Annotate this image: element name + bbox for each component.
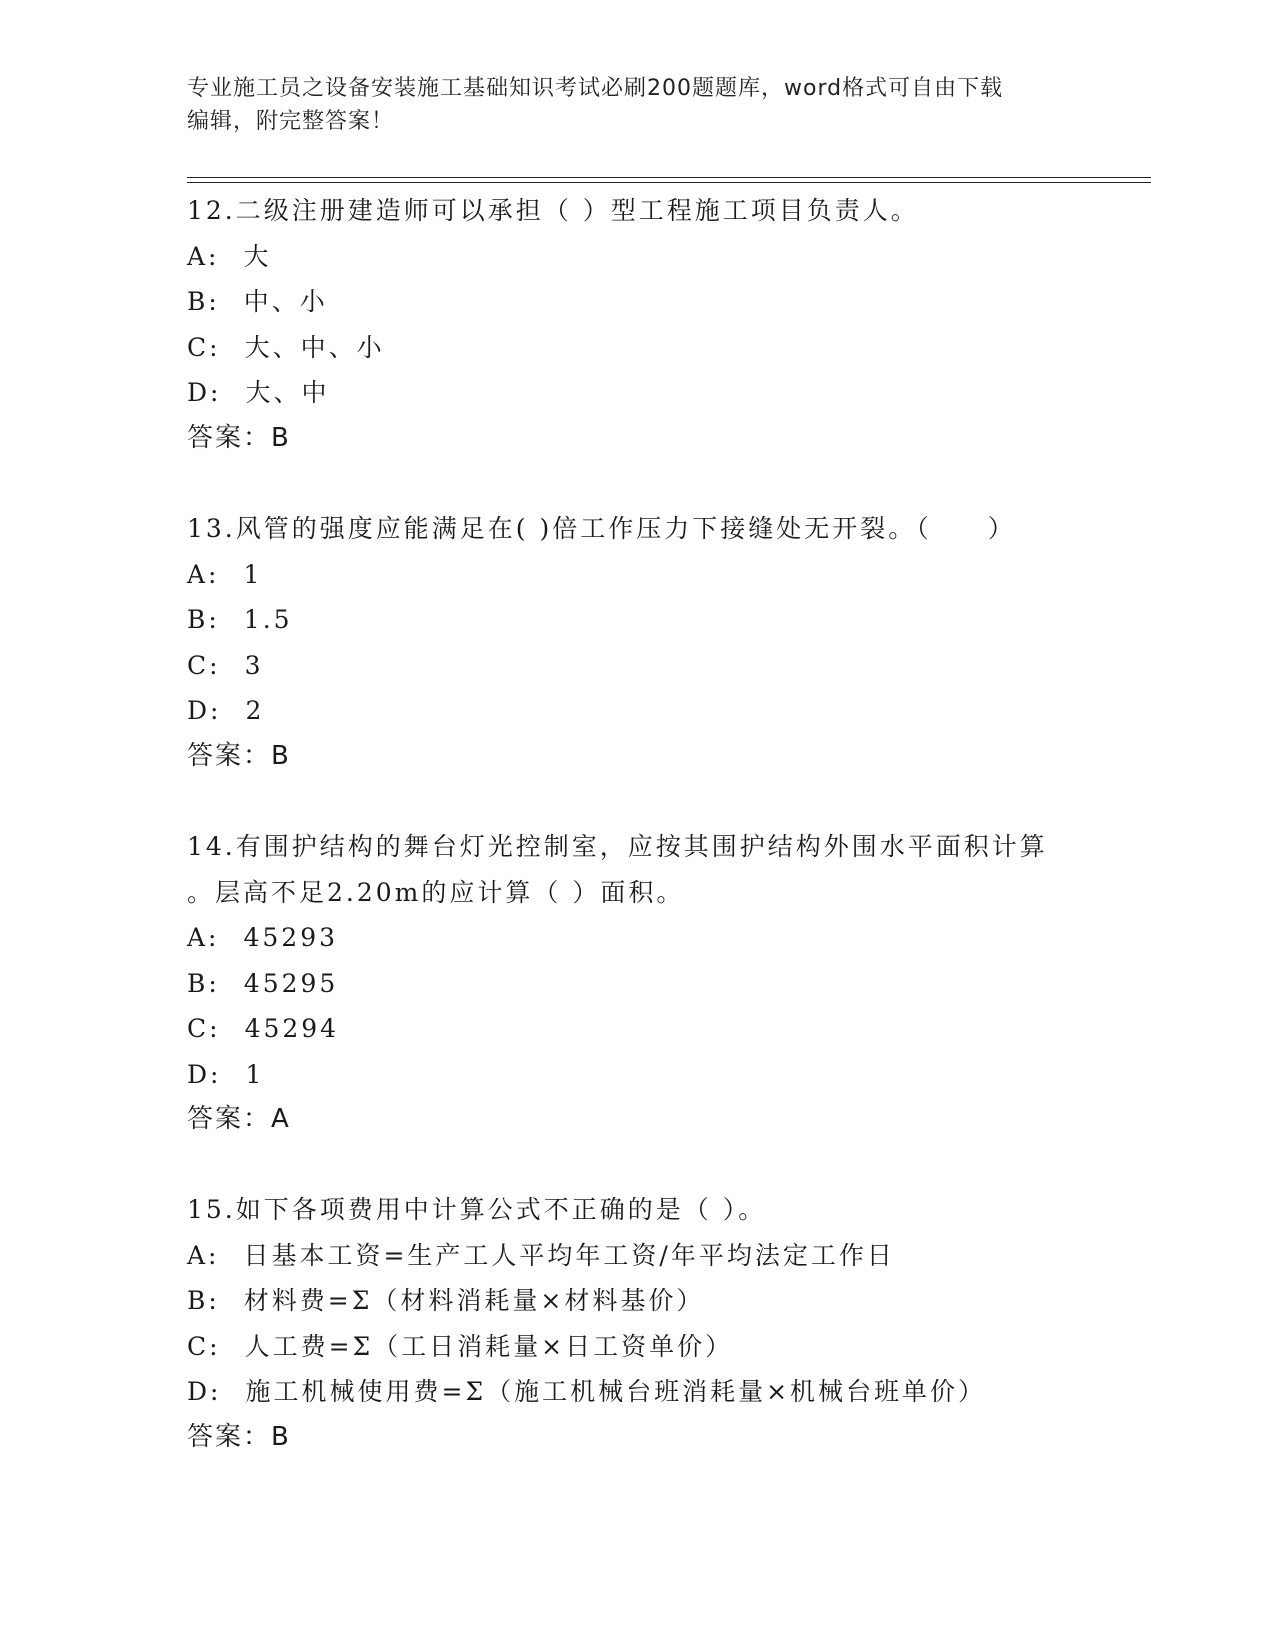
option-text: 大 <box>243 241 272 271</box>
header-divider-top <box>187 177 1151 178</box>
option-d <box>187 1052 1147 1098</box>
option-b <box>187 1278 1147 1324</box>
option-letter: A: <box>187 1240 220 1270</box>
question-12 <box>187 188 1147 461</box>
option-letter: D: <box>187 1059 222 1089</box>
answer-line: 答案：A <box>187 1104 291 1134</box>
option-letter: D: <box>187 1377 222 1406</box>
option-a <box>187 234 1147 280</box>
option-letter: A: <box>187 559 220 589</box>
option-text: 3 <box>244 650 264 680</box>
document-header <box>187 72 1087 138</box>
option-letter: D: <box>187 696 222 725</box>
option-letter: C: <box>187 1331 221 1361</box>
option-letter: C: <box>187 650 221 680</box>
option-b <box>187 961 1147 1007</box>
option-text: 大、中、小 <box>244 332 385 362</box>
option-d <box>187 1369 1147 1415</box>
header-title-line-2: 编辑，附完整答案！ <box>187 109 395 134</box>
answer-line: 答案：B <box>187 740 291 771</box>
option-letter: B: <box>187 968 220 998</box>
header-title-line-1: 专业施工员之设备安装施工基础知识考试必刷200题题库，word格式可自由下载 <box>187 76 1004 101</box>
option-letter: B: <box>187 605 220 634</box>
option-text: 日基本工资=生产工人平均年工资/年平均法定工作日 <box>243 1240 895 1270</box>
question-stem: 12.二级注册建造师可以承担（ ）型工程施工项目负责人。 <box>187 196 919 225</box>
option-text: 中、小 <box>243 287 328 316</box>
option-text: 45294 <box>244 1014 340 1043</box>
option-a <box>187 1233 1147 1279</box>
option-text: 1 <box>243 559 263 589</box>
answer-line: 答案：B <box>187 1421 291 1452</box>
question-13 <box>187 506 1147 779</box>
option-a <box>187 915 1147 961</box>
option-text: 施工机械使用费=Σ（施工机械台班消耗量×机械台班单价） <box>245 1377 987 1406</box>
option-letter: C: <box>187 332 221 362</box>
option-c <box>187 1006 1147 1052</box>
option-text: 45293 <box>243 923 339 952</box>
option-b <box>187 279 1147 325</box>
option-letter: B: <box>187 1286 220 1315</box>
option-c <box>187 325 1147 371</box>
option-letter: A: <box>187 241 220 271</box>
option-text: 1.5 <box>243 605 293 634</box>
option-a <box>187 552 1147 598</box>
option-d <box>187 688 1147 734</box>
option-b <box>187 597 1147 643</box>
answer-line: 答案：B <box>187 422 291 453</box>
header-divider-bottom <box>187 182 1151 183</box>
question-stem: 13.风管的强度应能满足在( )倍工作压力下接缝处无开裂。（ ） <box>187 514 1016 543</box>
option-c <box>187 1324 1147 1370</box>
option-letter: D: <box>187 378 222 407</box>
option-c <box>187 643 1147 689</box>
option-d <box>187 370 1147 416</box>
option-letter: B: <box>187 287 220 316</box>
option-text: 45295 <box>243 968 339 998</box>
option-letter: A: <box>187 923 220 952</box>
option-text: 1 <box>245 1059 265 1089</box>
option-text: 材料费=Σ（材料消耗量×材料基价） <box>243 1286 705 1315</box>
question-stem: 15.如下各项费用中计算公式不正确的是（ ）。 <box>187 1195 767 1224</box>
question-14 <box>187 824 1147 1143</box>
question-stem-line-1: 14.有围护结构的舞台灯光控制室，应按其围护结构外围水平面积计算 <box>187 832 1048 861</box>
option-text: 人工费=Σ（工日消耗量×日工资单价） <box>244 1331 734 1361</box>
question-15 <box>187 1187 1147 1460</box>
option-text: 大、中 <box>245 378 330 407</box>
option-letter: C: <box>187 1014 221 1043</box>
question-stem-line-2: 。层高不足2.20m的应计算（ ）面积。 <box>187 877 685 907</box>
option-text: 2 <box>245 696 265 725</box>
